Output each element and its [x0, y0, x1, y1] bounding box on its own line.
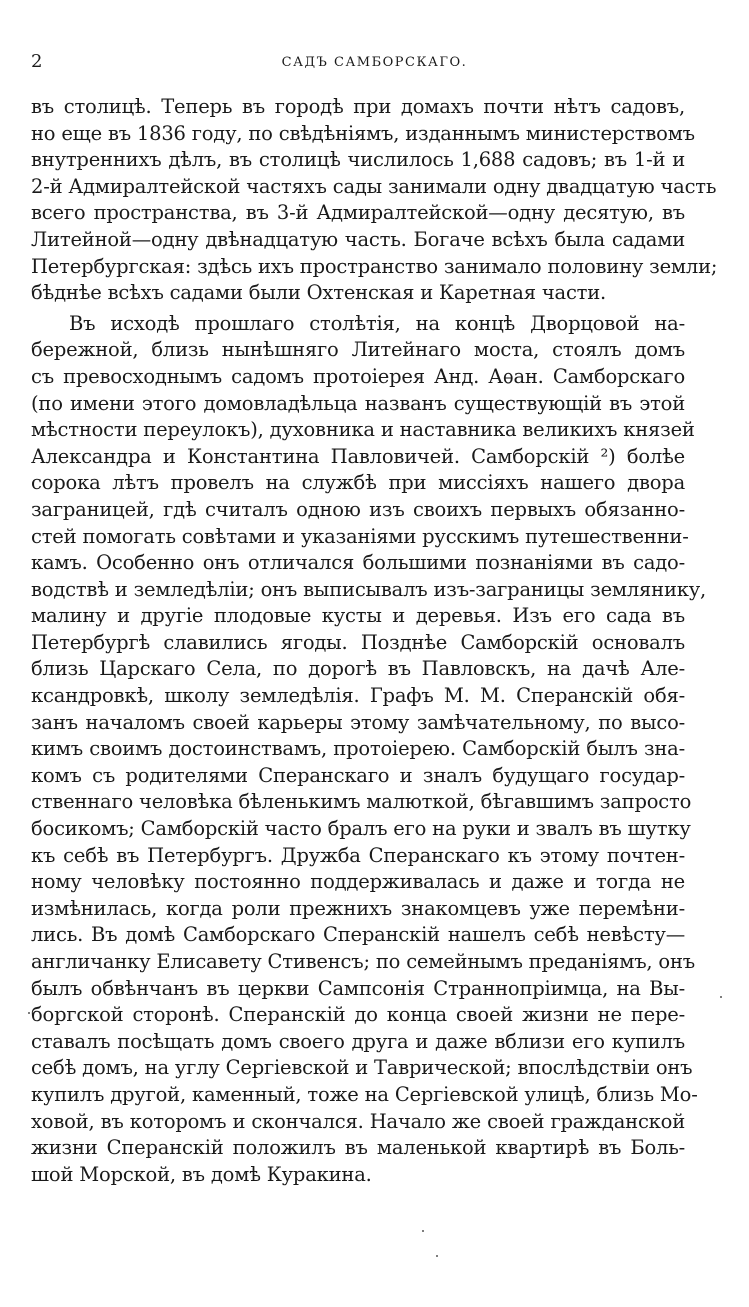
- text-line: шой Морской, въ домѣ Куракина.: [31, 1162, 372, 1186]
- text-line: въ столицѣ. Теперь въ городѣ при домахъ почти нѣтъ садовъ,: [31, 95, 685, 118]
- body-text: [31, 94, 718, 1188]
- text-line: ставалъ посѣщать домъ своего друга и даже вблизи его купилъ: [31, 1029, 685, 1053]
- text-line: ксандровкѣ, школу земледѣлія. Графъ М. М. Сперанскій обя-: [31, 684, 685, 708]
- text-line: кимъ своимъ достоинствамъ, протоіерею. Самборскій былъ зна-: [31, 737, 685, 761]
- text-line: съ превосходнымъ садомъ протоіерея Анд. Аѳан. Самборскаго: [31, 364, 685, 388]
- text-line: Петербургская: здѣсь ихъ пространство занимало половину земли;: [31, 254, 718, 278]
- text-line: водствѣ и земледѣліи; онъ выписывалъ изъ-заграницы землянику,: [31, 577, 707, 601]
- page-number: 2: [31, 51, 43, 72]
- text-line: Литейной—одну двѣнадцатую часть. Богаче всѣхъ была садами: [31, 227, 685, 251]
- text-line: бережной, близь нынѣшняго Литейнаго моста, стоялъ домъ: [31, 338, 685, 362]
- text-line: ственнаго человѣка бѣленькимъ малюткой, бѣгавшимъ запросто: [31, 790, 692, 814]
- text-line: внутреннихъ дѣлъ, въ столицѣ числилось 1,688 садовъ; въ 1-й и: [31, 148, 685, 172]
- text-line: Въ исходѣ прошлаго столѣтія, на концѣ Дворцовой на-: [69, 311, 685, 335]
- running-title: САДЪ САМБОРСКАГО.: [281, 55, 468, 70]
- text-line: всего пространства, въ 3-й Адмиралтейской—одну десятую, въ: [31, 201, 685, 225]
- text-line: мѣстности переулокъ), духовника и наставника великихъ князей: [31, 418, 695, 442]
- paragraph-container: [31, 94, 718, 1188]
- text-line: заграницей, гдѣ считалъ одною изъ своихъ первыхъ обязанно-: [31, 497, 685, 521]
- text-line: боргской сторонѣ. Сперанскій до конца своей жизни не пере-: [31, 1003, 685, 1027]
- text-line: былъ обвѣнчанъ въ церкви Сампсонія Страннопріимца, на Вы-: [31, 976, 685, 1000]
- text-line: купилъ другой, каменный, тоже на Сергіевской улицѣ, близь Мо-: [31, 1082, 698, 1106]
- text-line: занъ началомъ своей карьеры этому замѣчательному, по высо-: [31, 710, 685, 734]
- text-line: бѣднѣе всѣхъ садами были Охтенская и Каретная части.: [31, 281, 607, 305]
- text-line: англичанку Елисавету Стивенсъ; по семейнымъ преданіямъ, онъ: [31, 950, 695, 973]
- text-line: ному человѣку постоянно поддерживалась и даже и тогда не: [31, 870, 685, 894]
- text-line: измѣнилась, когда роли прежнихъ знакомцевъ уже перемѣни-: [31, 896, 685, 920]
- text-line: ховой, въ которомъ и скончался. Начало же своей гражданской: [31, 1109, 685, 1133]
- text-line: себѣ домъ, на углу Сергіевской и Таврической; впослѣдствіи онъ: [31, 1056, 693, 1080]
- text-line: Александра и Константина Павловичей. Самборскій ²) болѣе: [31, 444, 685, 468]
- text-line: малину и другіе плодовые кусты и деревья. Изъ его сада въ: [31, 604, 685, 628]
- text-line: близь Царскаго Села, по дорогѣ въ Павловскъ, на дачѣ Але-: [31, 657, 685, 681]
- text-line: жизни Сперанскій положилъ въ маленькой квартирѣ въ Боль-: [31, 1136, 685, 1160]
- text-line: но еще въ 1836 году, по свѣдѣніямъ, изданнымъ министерствомъ: [31, 121, 695, 145]
- text-line: 2-й Адмиралтейской частяхъ сады занимали одну двадцатую часть: [31, 174, 717, 198]
- text-line: (по имени этого домовладѣльца названъ существующій въ этой: [31, 391, 685, 415]
- text-line: стей помогать совѣтами и указаніями русскимъ путешественни-: [31, 524, 689, 548]
- text-line: камъ. Особенно онъ отличался большими познаніями въ садо-: [31, 551, 685, 575]
- text-line: босикомъ; Самборскій часто бралъ его на руки и звалъ въ шутку: [31, 817, 691, 841]
- text-line: къ себѣ въ Петербургъ. Дружба Сперанскаго къ этому почтен-: [31, 843, 685, 867]
- paragraph: [31, 94, 718, 307]
- text-line: Петербургѣ славились ягоды. Позднѣе Самборскій основалъ: [31, 630, 685, 654]
- text-line: комъ съ родителями Сперанскаго и зналъ будущаго государ-: [31, 763, 685, 787]
- text-line: сорока лѣтъ провелъ на службѣ при миссіяхъ нашего двора: [31, 471, 685, 495]
- text-line: лись. Въ домѣ Самборскаго Сперанскій нашелъ себѣ невѣсту—: [31, 923, 685, 947]
- paragraph: [31, 311, 707, 1189]
